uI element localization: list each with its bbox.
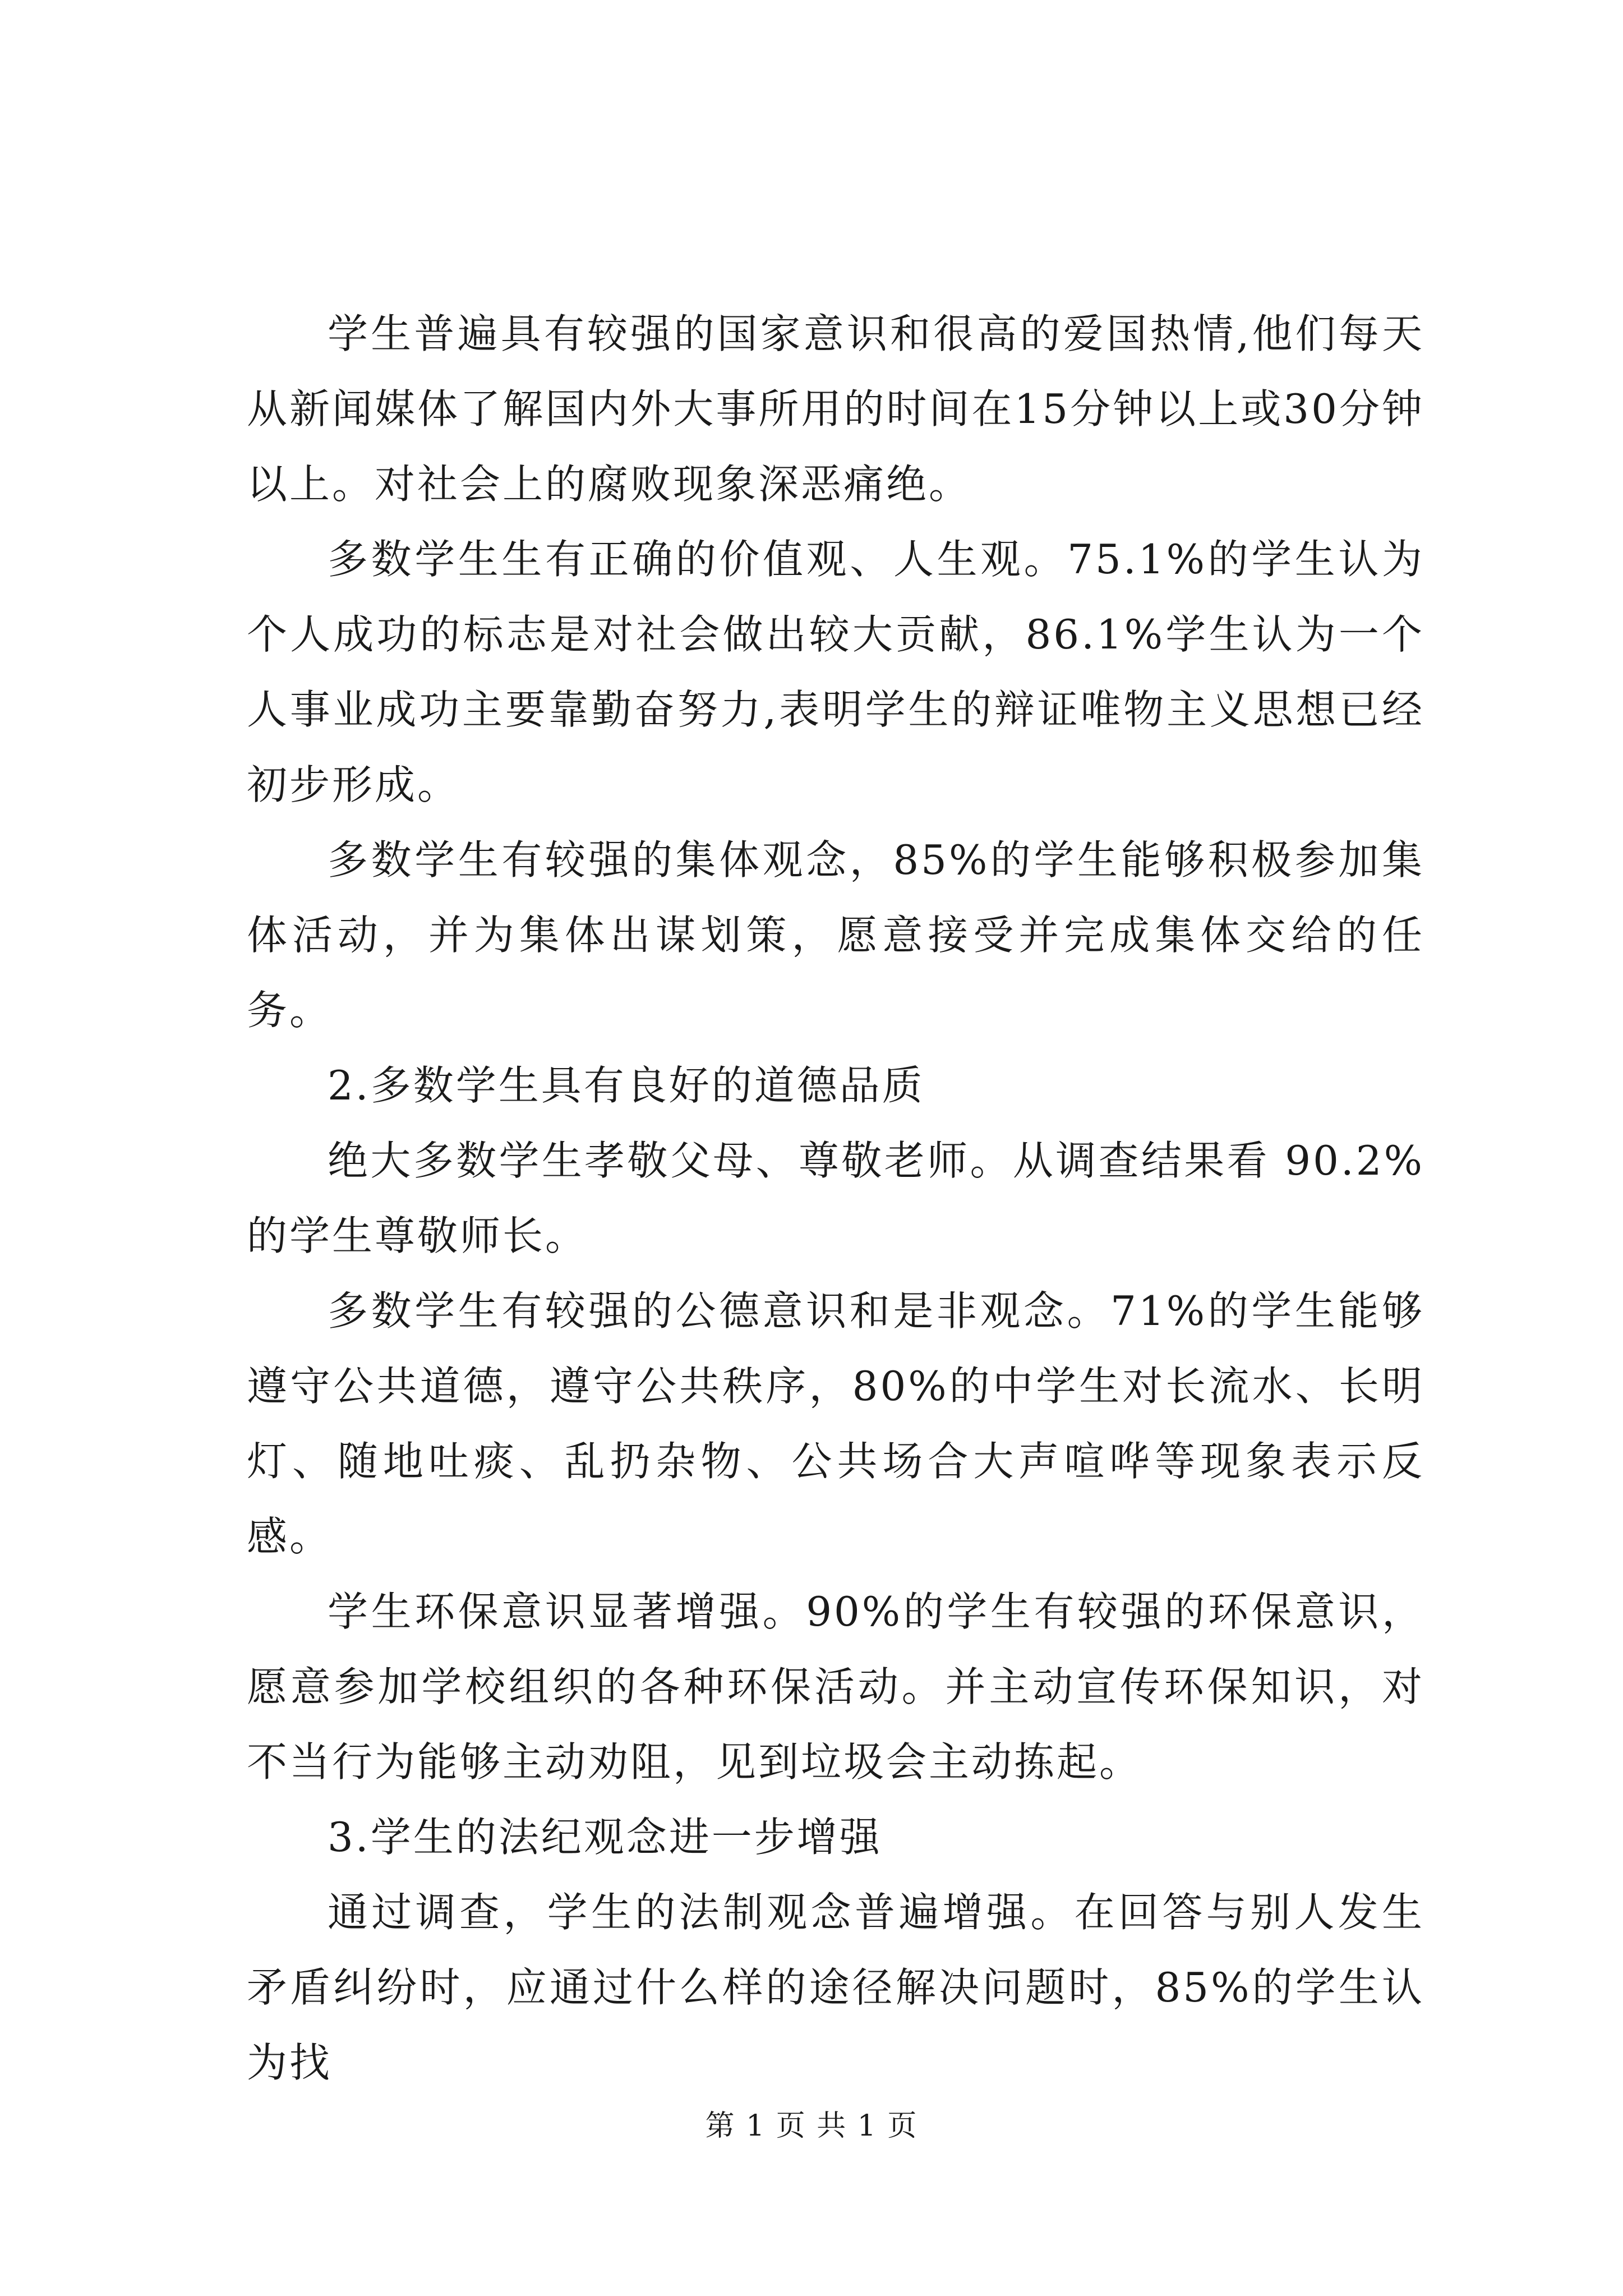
paragraph-respect: 绝大多数学生孝敬父母、尊敬老师。从调查结果看 90.2%的学生尊敬师长。 [247, 1137, 1424, 1259]
paragraph-collective: 多数学生有较强的集体观念，85%的学生能够积极参加集体活动，并为集体出谋划策，愿意接受并完成集体交给的任务。 [247, 836, 1424, 1034]
paragraph-public-morality: 多数学生有较强的公德意识和是非观念。71%的学生能够遵守公共道德，遵守公共秩序，80%的中学生对长流水、长明灯、随地吐痰、乱扔杂物、公共场合大声喧哗等现象表示反感。 [247, 1287, 1424, 1560]
section-heading-morality: 2.多数学生具有良好的道德品质 [328, 1062, 925, 1109]
paragraph-patriotism: 学生普遍具有较强的国家意识和很高的爱国热情,他们每天从新闻媒体了解国内外大事所用的时间在15分钟以上或30分钟以上。对社会上的腐败现象深恶痛绝。 [247, 310, 1424, 508]
section-heading-law: 3.学生的法纪观念进一步增强 [328, 1814, 882, 1861]
page-footer: 第 1 页 共 1 页 [705, 2109, 918, 2143]
paragraph-legal: 通过调查，学生的法制观念普遍增强。在回答与别人发生矛盾纠纷时，应通过什么样的途径解决问题时，85%的学生认为找 [247, 1889, 1424, 2086]
paragraph-environment: 学生环保意识显著增强。90%的学生有较强的环保意识，愿意参加学校组织的各种环保活动。并主动宣传环保知识，对不当行为能够主动劝阻，见到垃圾会主动拣起。 [247, 1588, 1424, 1786]
document-body [247, 296, 1424, 2100]
paragraph-values: 多数学生生有正确的价值观、人生观。75.1%的学生认为个人成功的标志是对社会做出较大贡献，86.1%学生认为一个人事业成功主要靠勤奋努力,表明学生的辩证唯物主义思想已经初步形成。 [247, 536, 1424, 808]
